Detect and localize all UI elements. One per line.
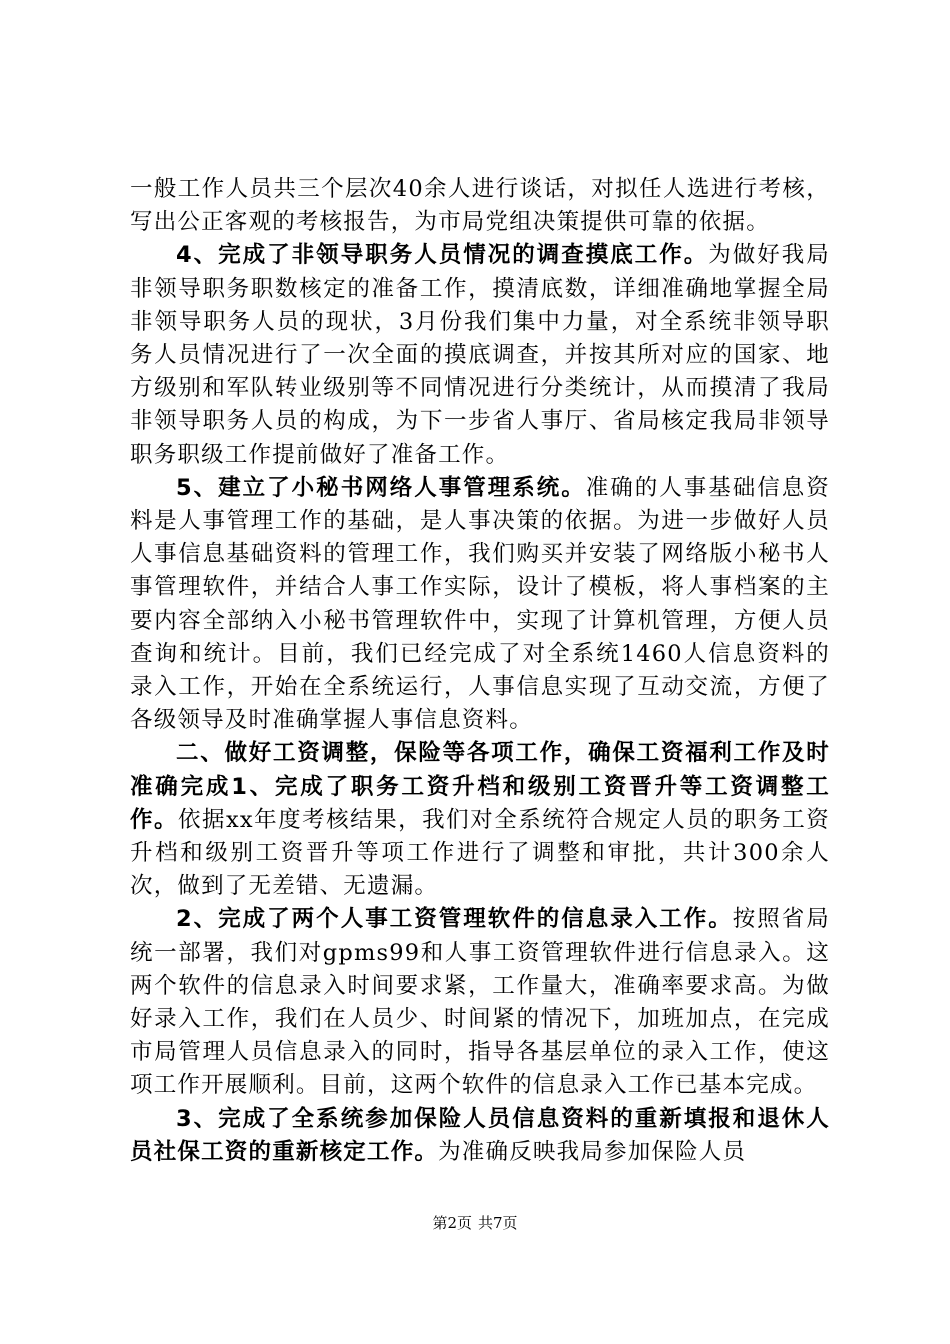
paragraph-heading: 5、建立了小秘书网络人事管理系统。 [176,474,586,501]
paragraph-text: 一般工作人员共三个层次40余人进行谈话，对拟任人选进行考核，写出公正客观的考核报告，为市局党组决策提供可靠的依据。 [130,176,830,236]
document-body [130,173,830,1169]
paragraph-continuation [130,173,830,239]
page-footer [0,1213,950,1233]
paragraph-text: 为做好我局非领导职务职数核定的准备工作，摸清底数，详细准确地掌握全局非领导职务人员的现状，3月份我们集中力量，对全系统非领导职务人员情况进行了一次全面的摸底调查，并按其所对应的国家、地方级别和军队转业级别等不同情况进行分类统计，从而摸清了我局非领导职务人员的构成，为下一步省人事厅、省局核定我局非领导职务职级工作提前做好了准备工作。 [130,242,830,468]
paragraph-item-2 [130,903,830,1102]
paragraph-text: 按照省局统一部署，我们对gpms99和人事工资管理软件进行信息录入。这两个软件的信息录入时间要求紧，工作量大，准确率要求高。为做好录入工作，我们在人员少、时间紧的情况下，加班加点，在完成市局管理人员信息录入的同时，指导各基层单位的录入工作，使这项工作开展顺利。目前，这两个软件的信息录入工作已基本完成。 [130,906,830,1099]
page-total: 共7页 [478,1214,518,1232]
paragraph-item-4 [130,239,830,471]
paragraph-text: 依据xx年度考核结果，我们对全系统符合规定人员的职务工资升档和级别工资晋升等项工作进行了调整和审批，共计300余人次，做到了无差错、无遗漏。 [130,806,830,900]
paragraph-heading: 4、完成了非领导职务人员情况的调查摸底工作。 [176,242,709,269]
paragraph-item-3 [130,1103,830,1169]
paragraph-heading: 3、完成了全系统参加保险人员信息资料的重新填报和退休人员社保工资的重新核定工作。 [130,1105,830,1165]
paragraph-heading: 2、完成了两个人事工资管理软件的信息录入工作。 [176,906,733,933]
paragraph-heading: 二、做好工资调整，保险等各项工作，确保工资福利工作及时准确完成1、完成了职务工资升档和级别工资晋升等工资调整工作。 [130,740,830,833]
paragraph-text: 准确的人事基础信息资料是人事管理工作的基础，是人事决策的依据。为进一步做好人员人事信息基础资料的管理工作，我们购买并安装了网络版小秘书人事管理软件，并结合人事工作实际，设计了模板，将人事档案的主要内容全部纳入小秘书管理软件中，实现了计算机管理，方便人员查询和统计。目前，我们已经完成了对全系统1460人信息资料的录入工作，开始在全系统运行，人事信息实现了互动交流，方便了各级领导及时准确掌握人事信息资料。 [130,474,830,734]
paragraph-item-5 [130,472,830,738]
section-two-paragraph [130,737,830,903]
page-number: 第2页 [432,1214,472,1232]
paragraph-text: 为准确反映我局参加保险人员 [438,1138,747,1165]
